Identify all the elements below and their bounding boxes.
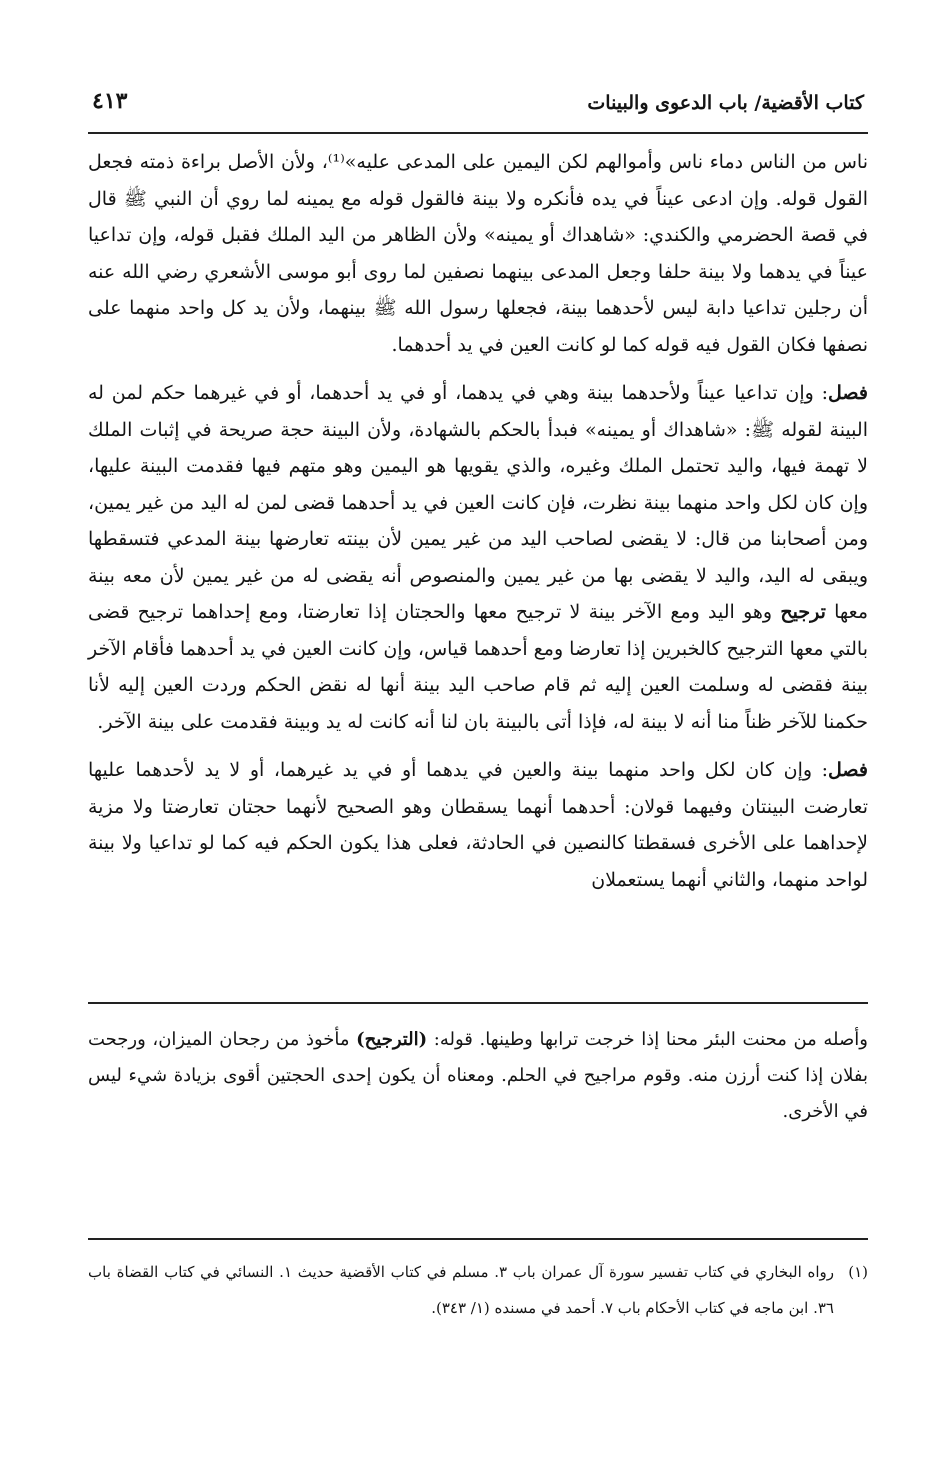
commentary-text: وأصله من محنت البئر محنا إذا خرجت ترابها وطينها. قوله: bbox=[427, 1029, 868, 1050]
page-number: ٤١٣ bbox=[92, 88, 128, 114]
footnote bbox=[88, 1254, 868, 1326]
footnote-text: رواه البخاري في كتاب تفسير سورة آل عمران باب ٣. مسلم في كتاب الأقضية حديث ١. النسائي في كتاب القضاة باب ٣٦. ابن ماجه في كتاب الأحكام باب ٧. أحمد في مسنده (١/ ٣٤٣). bbox=[88, 1263, 834, 1317]
header-title: كتاب الأقضية/ باب الدعوى والبينات bbox=[587, 92, 864, 114]
commentary-term: (الترجيح) bbox=[356, 1029, 428, 1050]
emphasized-term: ترجيح bbox=[780, 601, 826, 623]
main-text bbox=[88, 144, 868, 898]
section-lead-fasl: فصل bbox=[828, 759, 868, 781]
footnote-marker: (١) bbox=[848, 1263, 868, 1281]
paragraph-3-text: : وإن كان لكل واحد منهما بينة والعين في يدهما أو في يد غيرهما، أو لا يد لأحدهما عليها تعارضت البينتان وفيهما قولان: أحدهما أنهما يسقطان وهو الصحيح لأنهما حجتان تعارضتا ولا مزية لإحداهما على الأخرى فسقطتا كالنصين في الحادثة، فعلى هذا يكون الحكم فيه كما لو تداعيا ولا بينة لواحد منهما، والثاني أنهما يستعملان bbox=[88, 759, 868, 891]
commentary bbox=[88, 1022, 868, 1130]
paragraph-2-text-continued: وهو اليد ومع الآخر بينة لا ترجيح معها والحجتان إذا تعارضتا، ومع إحداهما ترجيح قضى بالتي معها الترجيح كالخبرين إذا تعارضا ومع أحدهما قياس، وإن كانت العين في يد أحدهما فأقام الآخر بينة فقضى له وسلمت العين إليه ثم قام صاحب اليد بينة أنها له نقض الحكم وردت العين إليه لأنا حكمنا للآخر ظناً منا أنه لا بينة له، فإذا أتى بالبينة بان لنا أنه كانت له يد وبينة فقدمت على بينة الآخر. bbox=[88, 601, 868, 733]
paragraph-3 bbox=[88, 752, 868, 898]
book-page bbox=[88, 78, 868, 1438]
footnote-divider bbox=[88, 1238, 868, 1240]
commentary-paragraph bbox=[88, 1022, 868, 1130]
paragraph-1-text: ناس من الناس دماء ناس وأموالهم لكن اليمين على المدعى عليه»⁽¹⁾، ولأن الأصل براءة ذمته فجعل القول قوله. وإن ادعى عيناً في يده فأنكره ولا بينة فالقول قوله مع يمينه لما روي أن النبي ﷺ قال في قصة الحضرمي والكندي: «شاهداك أو يمينه» ولأن الظاهر من اليد الملك فقبل قوله، وإن تداعيا عيناً في يدهما ولا بينة حلفا وجعل المدعى بينهما نصفين لما روى أبو موسى الأشعري رضي الله عنه أن رجلين تداعيا دابة ليس لأحدهما بينة، فجعلها رسول الله ﷺ بينهما، ولأن يد كل واحد منهما على نصفها فكان القول فيه قوله كما لو كانت العين في يد أحدهما. bbox=[88, 151, 868, 356]
commentary-divider bbox=[88, 1002, 868, 1004]
running-header bbox=[88, 78, 868, 134]
footnotes bbox=[88, 1254, 868, 1326]
paragraph-1 bbox=[88, 144, 868, 363]
section-lead-fasl: فصل bbox=[828, 382, 868, 404]
paragraph-2-text: : وإن تداعيا عيناً ولأحدهما بينة وهي في يدهما، أو في يد أحدهما، أو في غيرهما حكم لمن له البينة لقوله ﷺ: «شاهداك أو يمينه» فبدأ بالحكم بالشهادة، ولأن البينة حجة صريحة في إثبات الملك لا تهمة فيها، واليد تحتمل الملك وغيره، والذي يقويها هو اليمين وهو متهم فيها فقدمت البينة عليها، وإن كان لكل واحد منهما بينة نظرت، فإن كانت العين في يد أحدهما قضى لمن له اليد من غير يمين، ومن أصحابنا من قال: لا يقضى لصاحب اليد من غير يمين لأن بينته تعارضها بينة المدعي فتسقطها ويبقى له اليد، واليد لا يقضى بها من غير يمين والمنصوص أنه يقضى له من غير يمين لأن معه بينة معها bbox=[88, 382, 868, 623]
paragraph-2 bbox=[88, 375, 868, 740]
commentary-text-continued: مأخوذ من رجحان الميزان، ورجحت بفلان إذا كنت أرزن منه. وقوم مراجيح في الحلم. ومعناه أن يكون إحدى الحجتين أقوى بزيادة شيء ليس في الأخرى. bbox=[88, 1029, 868, 1122]
